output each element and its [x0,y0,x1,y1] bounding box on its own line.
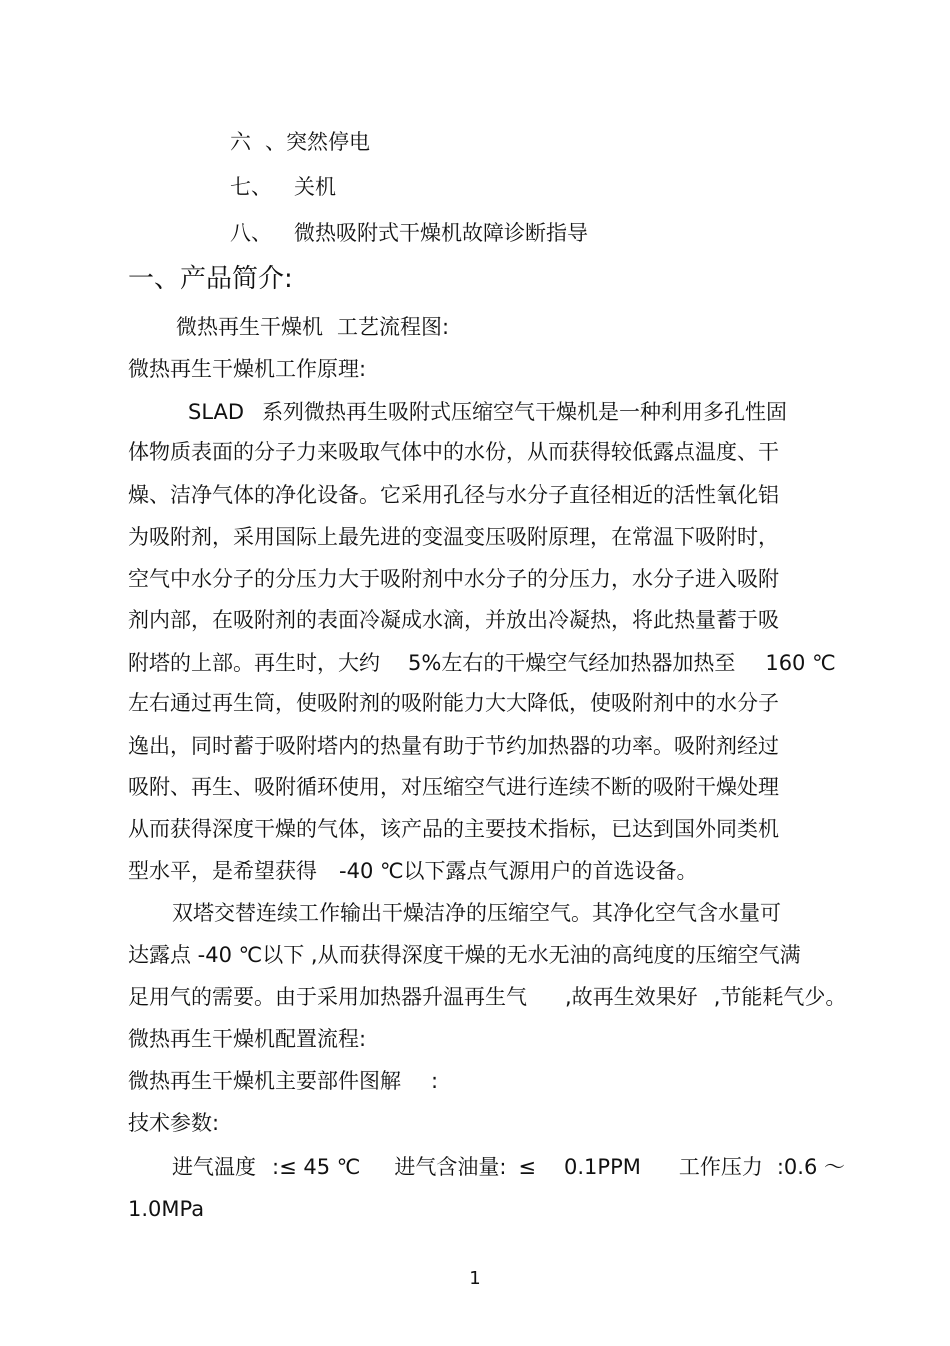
text-run: 5%左右的干燥空气经加热器加热至 [408,651,736,675]
tech-params-line [172,1152,845,1182]
tech-title: 技术参数: [128,1111,220,1135]
oil-label: 进气含油量: [394,1155,507,1179]
toc-item-8 [230,218,588,248]
para1-line-8: 左右通过再生筒，使吸附剂的吸附能力大大降低，使吸附剂中的水分子 [128,691,779,715]
para2-line-1: 双塔交替连续工作输出干燥洁净的压缩空气。其净化空气含水量可 [172,901,781,925]
toc-item-6 [230,127,370,157]
text-run: 微热再生干燥机主要部件图解 [128,1069,401,1093]
page-number: 1 [469,1268,481,1289]
toc-item-7 [230,172,336,202]
para1-line-3: 燥、洁净气体的净化设备。它采用孔径与水分子直径相近的活性氧化铝 [128,483,779,507]
toc-num: 七、 [230,175,272,199]
text-run: 160 ℃ [765,651,836,675]
para1-line-12 [128,856,698,886]
toc-num: 六 [230,130,251,154]
text-run: ,节能耗气少。 [713,985,847,1009]
para1-line-7 [128,648,836,678]
oil-value: 0.1PPM [564,1155,641,1179]
para2-line-2: 达露点 -40 ℃以下 ,从而获得深度干燥的无水无油的高纯度的压缩空气满 [128,943,801,967]
tech-params-cont: 1.0MPa [128,1197,205,1221]
oil-symbol: ≤ [518,1155,537,1179]
toc-text: 微热吸附式干燥机故障诊断指导 [294,221,588,245]
parts-title [128,1066,438,1096]
toc-text: 突然停电 [286,130,370,154]
section-heading: 一、产品简介: [128,264,293,294]
para1-line-4: 为吸附剂，采用国际上最先进的变温变压吸附原理，在常温下吸附时， [128,525,779,549]
text-run: 附塔的上部。再生时，大约 [128,651,380,675]
para1-line-1 [188,397,787,427]
text-run: 系列微热再生吸附式压缩空气干燥机是一种利用多孔性固 [262,400,788,424]
text-run: : [431,1069,439,1093]
para1-line-10: 吸附、再生、吸附循环使用，对压缩空气进行连续不断的吸附干燥处理 [128,775,779,799]
principle-title: 微热再生干燥机工作原理: [128,357,367,381]
pressure-value: :0.6 ～ [776,1155,846,1179]
pressure-label: 工作压力 [678,1155,763,1179]
text-run: ,故再生效果好 [565,985,698,1009]
inlet-temp-label: 进气温度 [172,1155,256,1179]
flow-title-b: 工艺流程图: [337,315,450,339]
para1-line-5: 空气中水分子的分压力大于吸附剂中水分子的分压力，水分子进入吸附 [128,567,779,591]
toc-num: 八、 [230,221,272,245]
config-title: 微热再生干燥机配置流程: [128,1027,367,1051]
text-run: -40 ℃以下露点气源用户的首选设备。 [339,859,698,883]
flow-title-a: 微热再生干燥机 [176,315,323,339]
para1-line-11: 从而获得深度干燥的气体，该产品的主要技术指标，已达到国外同类机 [128,817,779,841]
text-run: 足用气的需要。由于采用加热器升温再生气 [128,985,527,1009]
text-run: 型水平，是希望获得 [128,859,317,883]
flow-title [176,312,449,342]
para1-line-6: 剂内部，在吸附剂的表面冷凝成水滴，并放出冷凝热，将此热量蓄于吸 [128,608,779,632]
toc-sep: 、 [265,130,286,154]
text-run: SLAD [188,400,245,424]
toc-text: 关机 [294,175,336,199]
para1-line-9: 逸出，同时蓄于吸附塔内的热量有助于节约加热器的功率。吸附剂经过 [128,734,779,758]
para2-line-3 [128,982,846,1012]
para1-line-2: 体物质表面的分子力来吸取气体中的水份，从而获得较低露点温度、干 [128,440,779,464]
inlet-temp-value: :≤ 45 ℃ [272,1155,361,1179]
